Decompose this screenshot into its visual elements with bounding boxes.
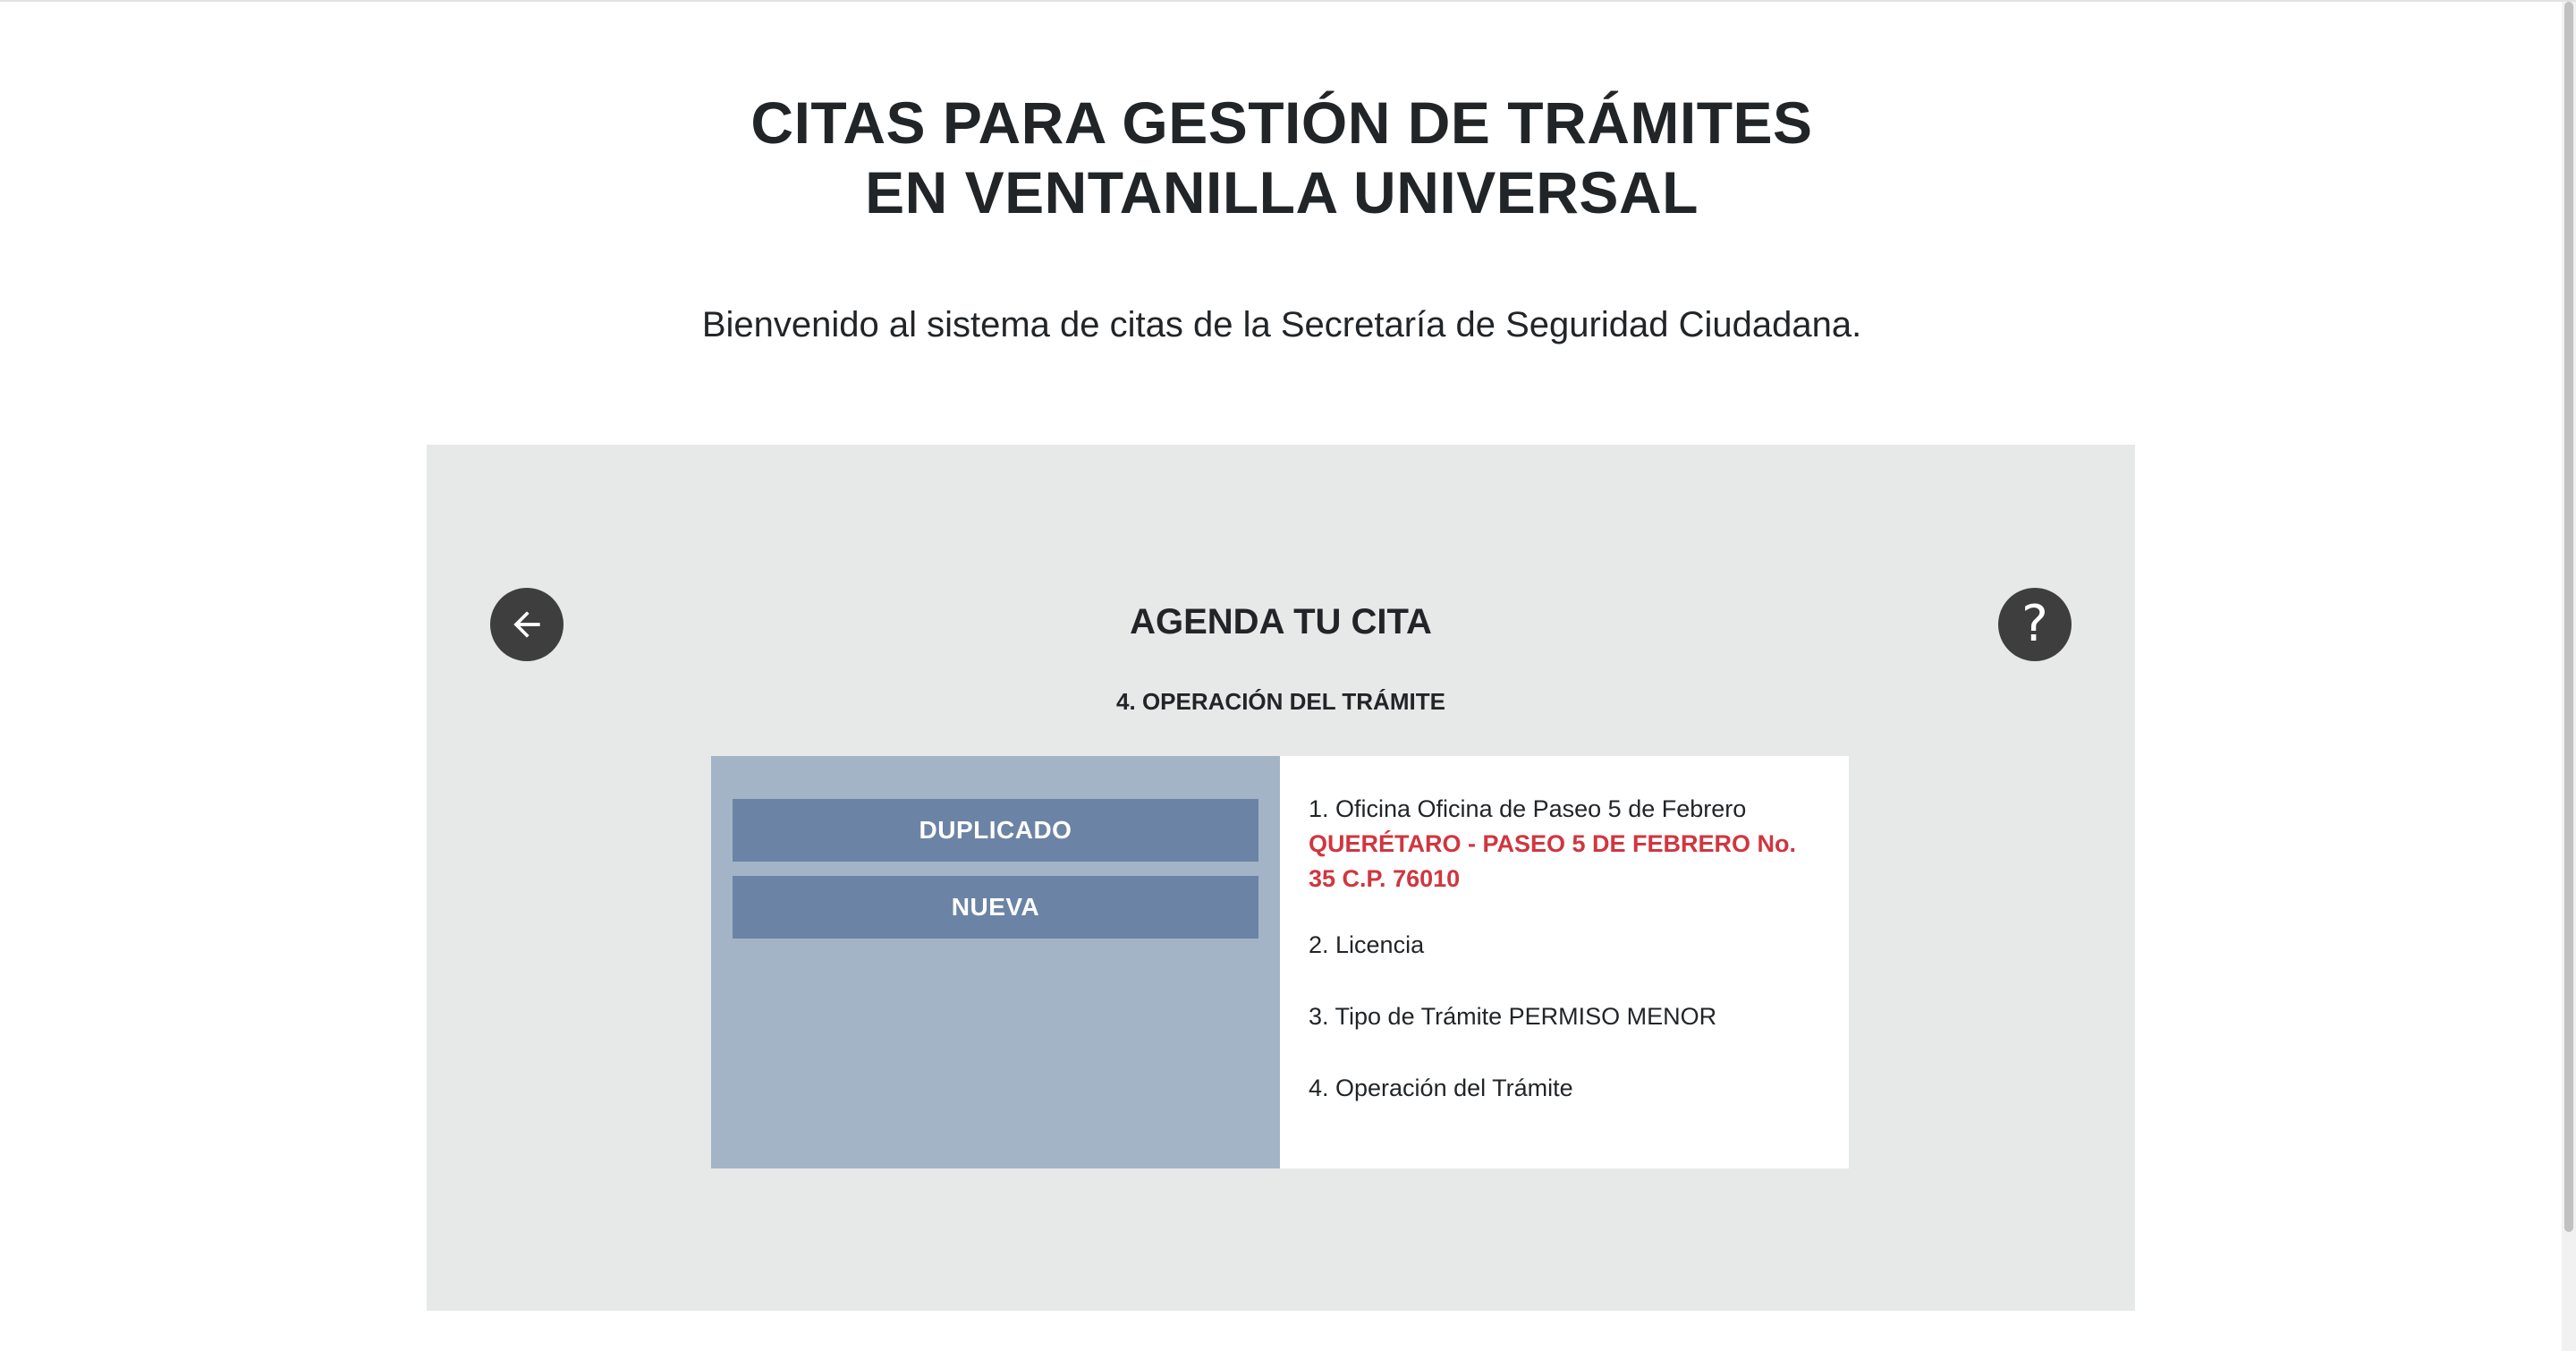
- page-title: [0, 88, 2563, 227]
- duplicado-button[interactable]: DUPLICADO: [733, 799, 1258, 862]
- step-title: 4. OPERACIÓN DEL TRÁMITE: [1116, 688, 1445, 715]
- scrollbar-thumb[interactable]: [2564, 2, 2573, 1232]
- summary-office-label: 1. Oficina Oficina de Paseo 5 de Febrero: [1309, 795, 1747, 822]
- appointment-panel: [427, 445, 2135, 1311]
- page-title-line-2: EN VENTANILLA UNIVERSAL: [865, 159, 1699, 225]
- welcome-text: Bienvenido al sistema de citas de la Secretaría de Seguridad Ciudadana.: [701, 305, 1862, 344]
- appointment-summary: [1280, 756, 1849, 1168]
- help-button[interactable]: [1998, 588, 2072, 661]
- vertical-scrollbar[interactable]: [2562, 2, 2576, 1351]
- nueva-button[interactable]: NUEVA: [733, 876, 1258, 939]
- page-title-line-1: CITAS PARA GESTIÓN DE TRÁMITES: [750, 89, 1813, 156]
- summary-office-address: QUERÉTARO - PASEO 5 DE FEBRERO No. 35 C.P. 76010: [1309, 830, 1797, 892]
- question-mark-icon: ?: [2021, 595, 2048, 653]
- agenda-title: AGENDA TU CITA: [1130, 602, 1432, 642]
- summary-procedure-type: 3. Tipo de Trámite PERMISO MENOR: [1309, 1003, 1717, 1030]
- summary-office: [1309, 792, 1827, 896]
- operation-options: [711, 756, 1280, 1168]
- summary-operation: 4. Operación del Trámite: [1309, 1075, 1573, 1101]
- summary-service: 2. Licencia: [1309, 931, 1425, 958]
